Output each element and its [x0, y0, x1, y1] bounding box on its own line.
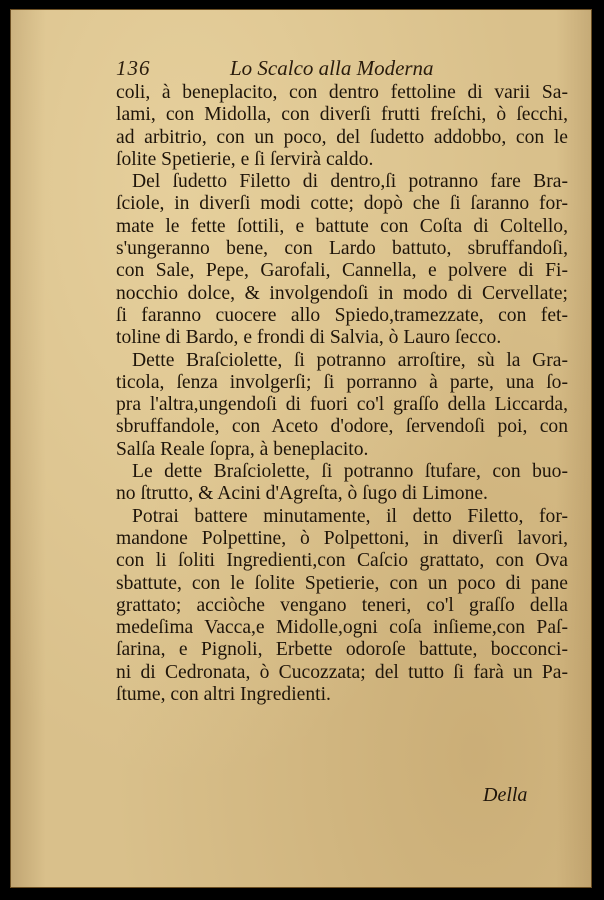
text-line: s'ungeranno bene, con Lardo battuto, sbruffandoſi,: [116, 238, 568, 260]
text-line: con Sale, Pepe, Garofali, Cannella, e polvere di Fi-: [116, 260, 568, 282]
text-line: nocchio dolce, & involgendoſi in modo di Cervellate;: [116, 282, 568, 304]
catchword: Della: [483, 784, 528, 806]
text-line: ſciole, in diverſi modi cotte; dopò che ſi ſaranno for-: [116, 193, 568, 215]
text-line: grattato; acciòche vengano teneri, co'l graſſo della: [116, 594, 568, 616]
text-line: ſtume, con altri Ingredienti.: [116, 684, 331, 706]
text-line: ſarina, e Pignoli, Erbette odoroſe battute, bocconci-: [116, 639, 568, 661]
text-line: ni di Cedronata, ò Cucozzata; del tutto ſi farà un Pa-: [116, 661, 568, 683]
body-text: [116, 82, 568, 706]
text-line: Potrai battere minutamente, il detto Filetto, for-: [132, 505, 568, 527]
text-line: Salſa Reale ſopra, à beneplacito.: [116, 438, 369, 460]
text-line: ſolite Spetierie, e ſi ſervirà caldo.: [116, 148, 374, 170]
text-line: lami, con Midolla, con diverſi frutti freſchi, ò ſecchi,: [116, 104, 568, 126]
text-line: ad arbitrio, con un poco, del ſudetto addobbo, con le: [116, 126, 568, 148]
text-line: mandone Polpettine, ò Polpettoni, in diverſi lavori,: [116, 527, 568, 549]
text-line: sbruffandole, con Aceto d'odore, ſervendoſi poi, con: [116, 416, 568, 438]
text-line: con li ſoliti Ingredienti,con Caſcio grattato, con Ova: [116, 550, 568, 572]
text-line: Le dette Braſciolette, ſi potranno ſtufare, con buo-: [132, 461, 568, 483]
text-line: sbattute, con le ſolite Spetierie, con un poco di pane: [116, 572, 568, 594]
text-line: mate le fette ſottili, e battute con Coſta di Coltello,: [116, 215, 568, 237]
text-line: toline di Bardo, e frondi di Salvia, ò Lauro ſecco.: [116, 327, 502, 349]
text-line: coli, à beneplacito, con dentro fettoline di varii Sa-: [116, 82, 568, 103]
text-line: pra l'altra,ungendoſi di fuori co'l graſſo della Liccarda,: [116, 394, 568, 416]
text-line: no ſtrutto, & Acini d'Agreſta, ò ſugo di Limone.: [116, 483, 488, 505]
text-line: Del ſudetto Filetto di dentro,ſi potranno fare Bra-: [132, 171, 568, 193]
page-number: 136: [116, 56, 151, 80]
text-line: Dette Braſciolette, ſi potranno arroſtire, sù la Gra-: [132, 349, 568, 371]
text-line: medeſima Vacca,e Midolle,ogni coſa inſieme,con Paſ-: [116, 617, 568, 639]
text-line: ticola, ſenza involgerſi; ſi porranno à parte, una ſo-: [116, 371, 568, 393]
book-page: [10, 9, 592, 888]
running-title: Lo Scalco alla Moderna: [230, 56, 434, 80]
page-header: [11, 56, 591, 82]
text-line: ſi faranno cuocere allo Spiedo,tramezzate, con fet-: [116, 304, 568, 326]
